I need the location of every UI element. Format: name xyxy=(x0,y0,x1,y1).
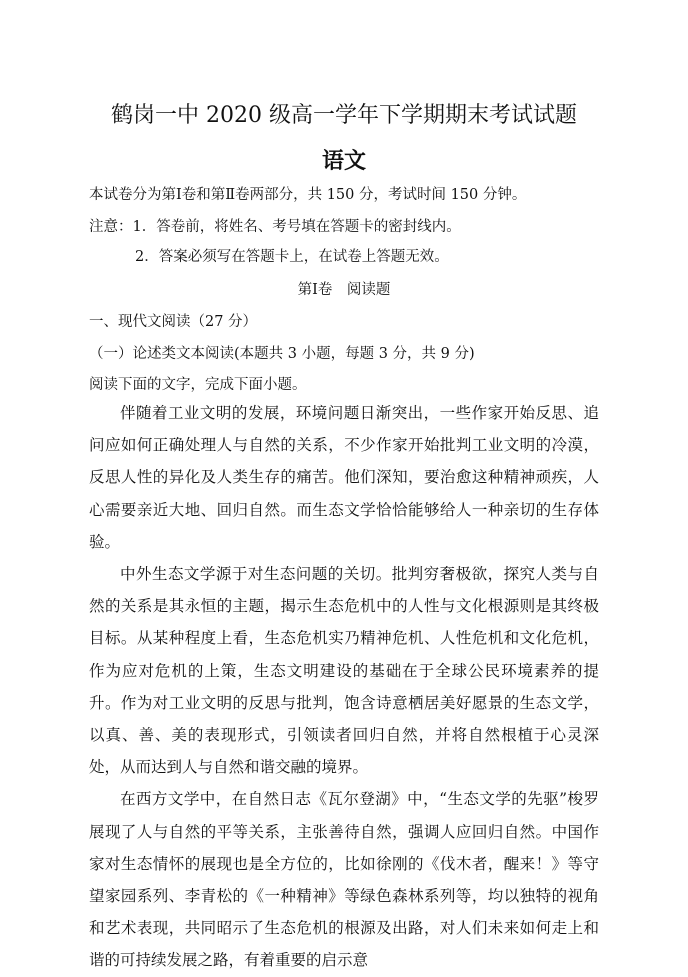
passage-paragraph-2: 中外生态文学源于对生态问题的关切。批判穷奢极欲，探究人类与自然的关系是其永恒的主题，揭示生态危机中的人性与文化根源则是其终极目标。从某种程度上看，生态危机实乃精神危机、人性危机和文化危机，作为应对危机的上策，生态文明建设的基础在于全球公民环境素养的提升。作为对工业文明的反思与批判，饱含诗意栖居美好愿景的生态文学，以真、善、美的表现形式，引领读者回归自然，并将自然根植于心灵深处，从而达到人与自然和谐交融的境界。 xyxy=(89,565,599,777)
subject-title: 语文 xyxy=(321,148,366,174)
exam-structure-note: 本试卷分为第Ⅰ卷和第Ⅱ卷两部分，共 150 分，考试时间 150 分钟。 xyxy=(89,187,527,203)
part-1-title: 第Ⅰ卷 阅读题 xyxy=(297,282,391,298)
exam-title: 鹤岗一中 2020 级高一学年下学期期末考试试题 xyxy=(111,103,577,128)
section-heading: 一、现代文阅读（27 分） xyxy=(89,314,258,330)
reading-instruction: 阅读下面的文字，完成下面小题。 xyxy=(89,377,307,393)
passage-paragraph-1: 伴随着工业文明的发展，环境问题日渐突出，一些作家开始反思、追问应如何正确处理人与自然的关系，不少作家开始批判工业文明的冷漠，反思人性的异化及人类生存的痛苦。他们深知，要治愈这种精神顽疾，人心需要亲近大地、回归自然。而生态文学恰恰能够给人一种亲切的生存体验。 xyxy=(89,404,599,551)
passage-paragraph-3: 在西方文学中，在自然日志《瓦尔登湖》中，“生态文学的先驱”梭罗展现了人与自然的平等关系，主张善待自然，强调人应回归自然。中国作家对生态情怀的展现也是全方位的，比如徐刚的《伐木者，醒来！》等守望家园系列、李青松的《一种精神》等绿色森林系列等，均以独特的视角和艺术表现，共同昭示了生态危机的根源及出路，对人们未来如何走上和谐的可持续发展之路，有着重要的启示意 xyxy=(89,790,599,970)
subsection-heading: （一）论述类文本阅读(本题共 3 小题，每题 3 分，共 9 分) xyxy=(89,346,475,362)
instruction-note-1: 注意：1．答卷前，将姓名、考号填在答题卡的密封线内。 xyxy=(89,219,461,235)
passage xyxy=(89,397,599,977)
instruction-note-2: 2．答案必须写在答题卡上，在试卷上答题无效。 xyxy=(135,249,449,265)
